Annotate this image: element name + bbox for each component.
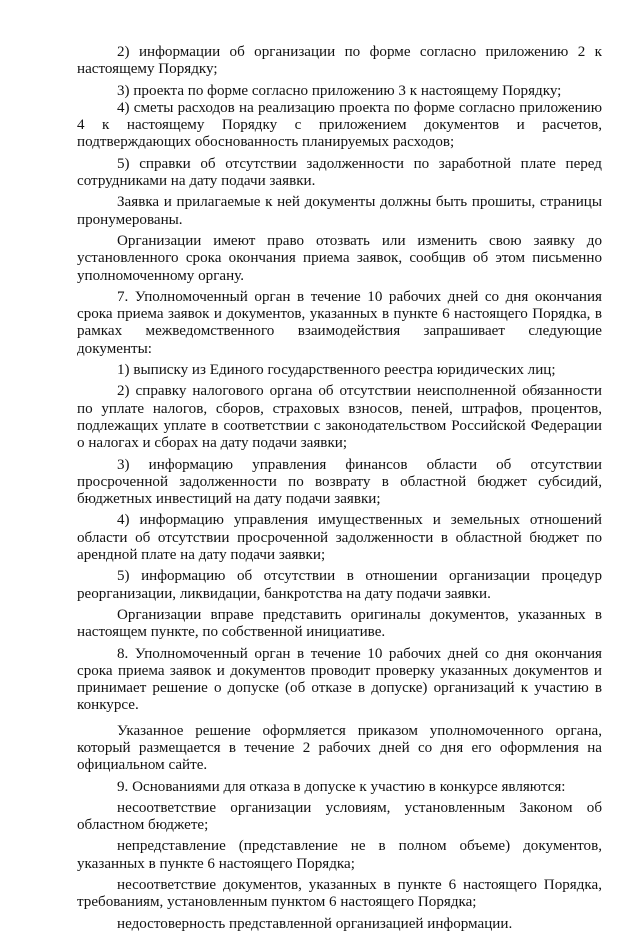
paragraph-7-item-4-property-info: 4) информацию управления имущественных и земельных отношений области об отсутствии просроченной задолженности в областной бюджет по арендной плате на дату подачи заявки; [77, 512, 602, 564]
paragraph-7-item-5-reorganization-info: 5) информацию об отсутствии в отношении организации процедур реорганизации, ликвидации, банкротства на дату подачи заявки. [77, 568, 602, 602]
paragraph-decision-order: Указанное решение оформляется приказом уполномоченного органа, который размещается в течение 2 рабочих дней со дня его оформления на официальном сайте. [77, 722, 602, 774]
paragraph-section-8: 8. Уполномоченный орган в течение 10 рабочих дней со дня окончания срока приема заявок и документов проводит проверку указанных документов и принимает решение о допуске (об отказе в допуске) организаций к участию в конкурсе. [77, 645, 602, 714]
paragraph-9-reason-nonconformity: несоответствие организации условиям, установленным Законом об областном бюджете; [77, 799, 602, 834]
paragraph-section-9: 9. Основаниями для отказа в допуске к участию в конкурсе являются: [117, 778, 566, 795]
paragraph-item-3-project: 3) проекта по форме согласно приложению 3 к настоящему Порядку; [117, 82, 562, 99]
document-page [77, 44, 602, 933]
paragraph-item-5-salary-certificate: 5) справки об отсутствии задолженности по заработной плате перед сотрудниками на дату подачи заявки. [77, 155, 602, 190]
paragraph-9-reason-documents-mismatch: несоответствие документов, указанных в пункте 6 настоящего Порядка, требованиям, установленным пунктом 6 настоящего Порядка; [77, 877, 602, 911]
paragraph-application-binding: Заявка и прилагаемые к ней документы должны быть прошиты, страницы пронумерованы. [77, 194, 602, 228]
paragraph-9-reason-nonsubmission: непредставление (представление не в полном объеме) документов, указанных в пункте 6 настоящего Порядка; [77, 838, 602, 872]
paragraph-item-4-budget-estimate: 4) сметы расходов на реализацию проекта по форме согласно приложению 4 к настоящему Порядку с приложением документов и расчетов, подтверждающих обоснованность планируемых расходов; [77, 99, 602, 151]
paragraph-9-reason-false-info: недостоверность представленной организацией информации. [117, 915, 513, 932]
paragraph-original-documents: Организации вправе представить оригиналы документов, указанных в настоящем пункте, по собственной инициативе. [77, 606, 602, 641]
paragraph-item-2-org-info: 2) информации об организации по форме согласно приложению 2 к настоящему Порядку; [77, 44, 602, 78]
paragraph-withdraw-application: Организации имеют право отозвать или изменить свою заявку до установленного срока окончания приема заявок, сообщив об этом письменно уполномоченному органу. [77, 232, 602, 284]
paragraph-7-item-2-tax-certificate: 2) справку налогового органа об отсутствии неисполненной обязанности по уплате налогов, сборов, страховых взносов, пеней, штрафов, процентов, подлежащих уплате в соответствии с законодательством Российской Федерации о налогах и сборах на дату подачи заявки; [77, 383, 602, 452]
paragraph-section-7: 7. Уполномоченный орган в течение 10 рабочих дней со дня окончания срока приема заявок и документов, указанных в пункте 6 настоящего Порядка, в рамках межведомственного взаимодействия запрашивает следующие документы: [77, 288, 602, 357]
paragraph-7-item-3-finance-info: 3) информацию управления финансов области об отсутствии просроченной задолженности по возврату в областной бюджет субсидий, бюджетных инвестиций на дату подачи заявки; [77, 456, 602, 508]
paragraph-7-item-1-registry-extract: 1) выписку из Единого государственного реестра юридических лиц; [117, 362, 556, 379]
